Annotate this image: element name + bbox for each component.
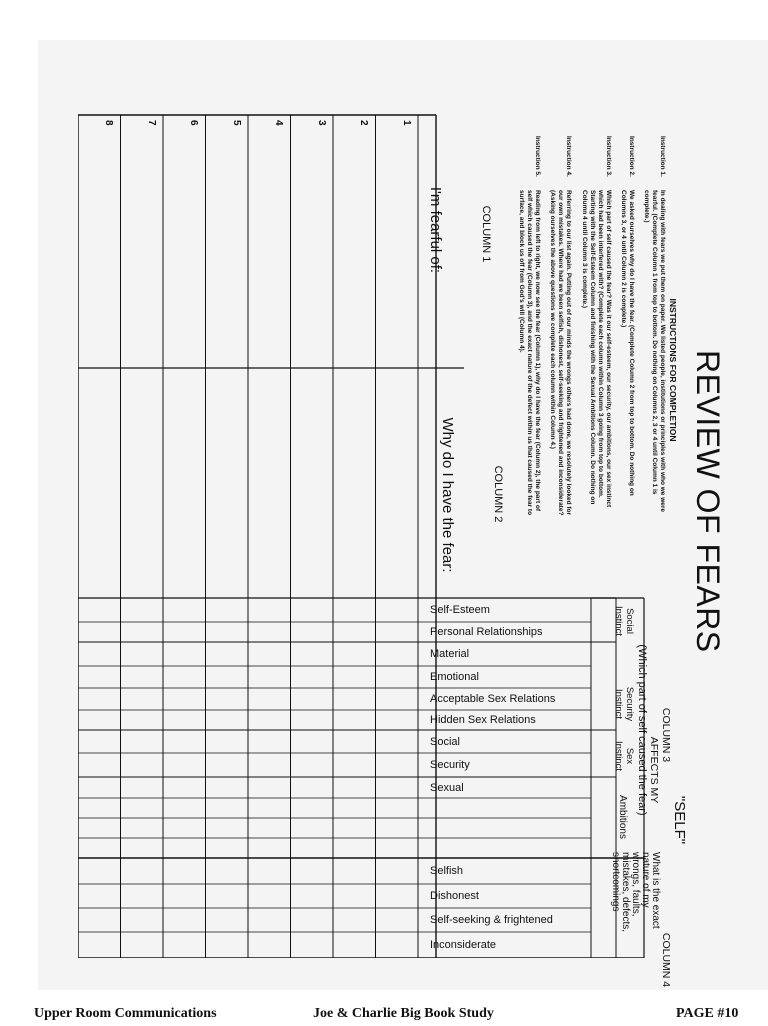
category-self-esteem: Self-Esteem xyxy=(430,604,490,616)
instruction-label: Instruction 3. xyxy=(605,136,612,177)
which-part-label: (Which part of self caused the fear) xyxy=(636,644,648,816)
row-number-1: 1 xyxy=(401,120,412,126)
sex-instinct-line2: Instinct xyxy=(613,740,624,772)
instruction-line: Columns 3, or 4 until Column 2 is complete.) xyxy=(620,190,627,328)
security-instinct-label xyxy=(613,683,635,725)
instruction-line: fearful. (Complete Column 1 from top to bottom. Do nothing on Columns 2, 3 or 4 until Column 1 is xyxy=(651,190,658,495)
instruction-label: Instruction 5. xyxy=(534,136,541,177)
column4-question-line: shortcomings xyxy=(610,852,621,912)
rotated-worksheet xyxy=(78,50,736,988)
instruction-label: Instruction 2. xyxy=(628,136,635,177)
row-number-2: 2 xyxy=(358,120,370,126)
column4-question-line: nature of my xyxy=(640,852,651,908)
sex-instinct-line1: Sex xyxy=(624,747,635,765)
column4-question xyxy=(610,852,660,958)
footer-right: PAGE #10 xyxy=(676,1006,739,1021)
self-heading: "SELF" xyxy=(671,795,688,845)
instruction-label: Instruction 1. xyxy=(659,136,666,177)
row-number-4: 4 xyxy=(273,120,285,126)
ambitions-label: Ambitions xyxy=(617,795,628,839)
affects-my-label: AFFECTS MY xyxy=(648,736,660,804)
instruction-line: self which caused the fear (Column 3), and the exact nature of the defect within us that caused the fear to xyxy=(526,190,533,516)
worksheet-title: REVIEW OF FEARS xyxy=(690,350,726,653)
defect-selfish: Selfish xyxy=(430,865,464,877)
category-acceptable-sex-relations: Acceptable Sex Relations xyxy=(430,693,556,705)
row-number-3: 3 xyxy=(316,120,327,126)
column4-heading: COLUMN 4 xyxy=(660,932,672,988)
category-hidden-sex-relations: Hidden Sex Relations xyxy=(430,714,536,726)
instruction-line: Column 4 until Column 3 is complete.) xyxy=(581,190,588,309)
social-instinct-line2: Instinct xyxy=(613,605,624,637)
category-emotional: Emotional xyxy=(430,671,479,683)
instruction-line: Reading from left to right, we now see the fear (Column 1), why do I have the fear (Column 2), the part of xyxy=(534,190,541,512)
instruction-line: Which part of self caused the fear? Was it our self-esteem, our security, our ambitions, our sex instinct xyxy=(605,190,612,508)
instruction-line: complete.) xyxy=(643,190,650,223)
column3-heading: COLUMN 3 xyxy=(660,707,672,763)
social-instinct-label xyxy=(613,603,635,639)
defect-dishonest: Dishonest xyxy=(430,890,479,902)
sex-instinct-label xyxy=(613,736,635,776)
column1-label: I'm fearful of: xyxy=(427,186,444,274)
instruction-line: surface, and block us off from God's will (Column 4). xyxy=(518,190,525,353)
column4-question-line: wrongs, faults, xyxy=(630,852,641,917)
instruction-line: In dealing with fears we put them on paper. We listed people, institutions or principles with who we were xyxy=(659,190,666,513)
defect-self-seeking-frightened: Self-seeking & frightened xyxy=(430,914,553,926)
category-sexual: Sexual xyxy=(430,782,464,794)
footer-left: Upper Room Communications xyxy=(34,1006,217,1021)
row-number-5: 5 xyxy=(231,120,242,126)
column1-heading: COLUMN 1 xyxy=(480,205,492,263)
category-security: Security xyxy=(430,759,470,771)
column2-heading: COLUMN 2 xyxy=(492,465,504,523)
security-instinct-line1: Security xyxy=(624,686,635,722)
column2-label: Why do I have the fear: xyxy=(439,417,456,573)
social-instinct-line1: Social xyxy=(624,608,635,634)
instruction-label: Instruction 4. xyxy=(565,136,572,177)
instruction-line: (Asking ourselves the above questions we complete each column within Column 4.) xyxy=(549,190,556,449)
instruction-line: We asked ourselves why do I have the fear. (Complete Column 2 from top to bottom. Do nothing on xyxy=(628,190,635,496)
column4-question-line: mistakes, defects, xyxy=(620,852,631,933)
instruction-line: our own mistakes. Where had we been selfish, dishonest, self-seeking and frightened and inconsiderate? xyxy=(557,190,564,516)
category-personal-relationships: Personal Relationships xyxy=(430,626,543,638)
security-instinct-line2: Instinct xyxy=(613,688,624,720)
category-social: Social xyxy=(430,736,460,748)
footer-center: Joe & Charlie Big Book Study xyxy=(313,1006,494,1021)
category-material: Material xyxy=(430,648,470,660)
instructions-heading: INSTRUCTIONS FOR COMPLETION xyxy=(668,298,678,442)
instruction-line: Referring to our list again. Putting out of our minds the wrongs others had done, we resolutely looked for xyxy=(565,190,572,516)
column4-question-line: What is the exact xyxy=(650,852,661,929)
row-number-6: 6 xyxy=(188,120,200,126)
row-number-8: 8 xyxy=(103,120,115,126)
defect-inconsiderate: Inconsiderate xyxy=(430,939,497,951)
instruction-line: Starting with the Self-Esteem Column and finishing with the Sexual Ambitions Column. Do nothing on xyxy=(589,190,596,505)
instruction-line: which had been interfered with? (Complete each column within Column 3 going from top to bottom. xyxy=(597,190,604,498)
row-number-7: 7 xyxy=(146,120,157,126)
